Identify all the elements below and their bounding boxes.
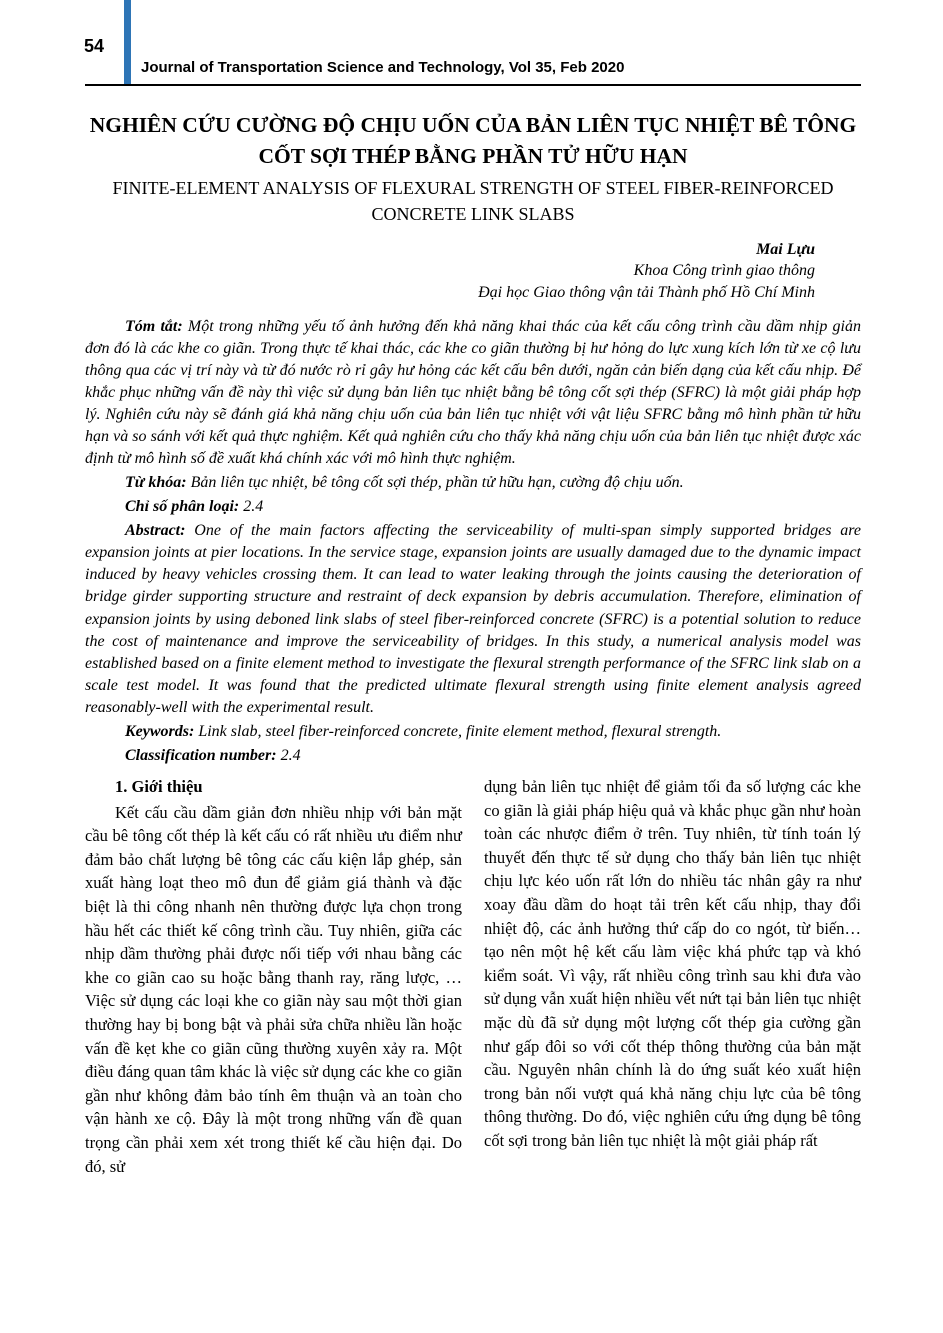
journal-title: Journal of Transportation Science and Technology, Vol 35, Feb 2020	[141, 59, 625, 76]
paper-title-english: FINITE-ELEMENT ANALYSIS OF FLEXURAL STRENGTH OF STEEL FIBER-REINFORCED CONCRETE LINK SLABS	[112, 178, 834, 224]
left-column	[85, 775, 462, 1178]
keywords-en-text: Link slab, steel fiber-reinforced concrete, finite element method, flexural strength.	[194, 722, 722, 740]
abstract-en-label: Abstract:	[125, 522, 186, 540]
keywords-vietnamese	[85, 472, 861, 494]
keywords-vi-label: Từ khóa:	[125, 474, 187, 492]
abstract-english	[85, 520, 861, 719]
author-affiliation-2: Đại học Giao thông vận tải Thành phố Hồ Chí Minh	[478, 283, 815, 301]
author-name: Mai Lựu	[756, 240, 815, 258]
header-rule	[85, 84, 861, 86]
keywords-vi-text: Bản liên tục nhiệt, bê tông cốt sợi thép, phần tử hữu hạn, cường độ chịu uốn.	[186, 474, 684, 492]
classification-en-value: 2.4	[276, 746, 301, 764]
section-1-heading: 1. Giới thiệu	[115, 777, 203, 797]
section-1-right-text: dụng bản liên tục nhiệt để giảm tối đa số lượng các khe co giãn là giải pháp hiệu quả và khắc phục gần như hoàn toàn các nhược điểm ở trên. Tuy nhiên, từ tính toán lý thuyết đến thực tế sử dụng cho thấy bản liên tục nhiệt chịu lực kéo uốn rất lớn do nhiều tác nhân gây ra như xoay đầu dầm do hoạt tải trên kết cấu nhịp, thay đổi nhiệt độ, các ảnh hưởng thứ cấp do co ngót, từ biến… tạo nên một hệ kết cấu làm việc khá phức tạp và khó kiểm soát. Vì vậy, rất nhiều công trình sau khi đưa vào sử dụng vẫn xuất hiện nhiều vết nứt tại bản liên tục nhiệt mặc dù đã sử dụng một lượng cốt thép gia cường gần như gấp đôi so với cốt thép thông thường của bản mặt cầu. Nguyên nhân chính là do ứng suất kéo xuất hiện trong bản nối vượt quá khả năng chịu lực của bê tông thông thường. Do đó, việc nghiên cứu ứng dụng bê tông cốt sợi trong bản liên tục nhiệt là một giải pháp rất	[484, 777, 861, 1150]
paper-content	[85, 104, 861, 1178]
abstract-vi-text: Một trong những yếu tố ảnh hưởng đến khả năng khai thác của kết cấu công trình cầu dầm nhịp giản đơn đó là các khe co giãn. Trong thực tế khai thác, các khe co giãn thường bị hư hỏng do lực xung kích lớn từ xe cộ lưu thông qua các vị trí này và từ đó nước rò rỉ gây hư hỏng các kết cấu bên dưới, ngăn cản biến dạng của kết cấu nhịp. Để khắc phục những vấn đề này thì việc sử dụng bản liên tục nhiệt bằng bê tông cốt sợi thép (SFRC) là một giải pháp hợp lý. Nghiên cứu này sẽ đánh giá khả năng chịu uốn của bản liên tục nhiệt với vật liệu SFRC bằng mô hình phần tử hữu hạn và so sánh với kết quả thực nghiệm. Kết quả nghiên cứu cho thấy khả năng chịu uốn của bản liên tục nhiệt được xác định từ mô hình số đề xuất khá chính xác với mô hình thực nghiệm.	[85, 317, 861, 467]
keywords-english	[85, 721, 861, 743]
abstract-en-text: One of the main factors affecting the serviceability of multi-span simply supported bridges are expansion joints at pier locations. In the service stage, expansion joints are usually damaged due to the dynamic impact induced by heavy vehicles crossing them. It can lead to water leaking through the joints causing the deterioration of bridge girder supporting structure and restraint of deck expansion by debris accumulation. Therefore, elimination of expansion joints by using deboned link slabs of steel fiber-reinforced concrete (SFRC) is a potential solution to reduce the cost of maintenance and improve the serviceability of bridges. In this study, a numerical analysis model was established based on a finite element method to investigate the flexural strength performance of the SFRC link slab on a scale test model. It was found that the predicted ultimate flexural strength using finite element analysis agreed reasonably-well with the experimental result.	[85, 522, 861, 716]
paper-title-vietnamese: NGHIÊN CỨU CƯỜNG ĐỘ CHỊU UỐN CỦA BẢN LIÊN TỤC NHIỆT BÊ TÔNG CỐT SỢI THÉP BẰNG PHẦN TỬ HỮU HẠN	[89, 113, 857, 169]
two-column-section	[85, 775, 861, 1178]
header-accent-bar	[124, 0, 131, 85]
author-block	[85, 239, 861, 304]
abstract-vi-label: Tóm tắt:	[125, 317, 183, 335]
classification-vi-value: 2.4	[239, 498, 264, 516]
classification-vi-label: Chỉ số phân loại:	[125, 498, 240, 516]
classification-en-label: Classification number:	[125, 746, 277, 764]
keywords-en-label: Keywords:	[125, 722, 195, 740]
classification-vietnamese	[85, 496, 861, 518]
page-number: 54	[84, 36, 105, 56]
section-1-left-text: Kết cấu cầu dầm giản đơn nhiều nhịp với bản mặt cầu bê tông cốt thép là kết cấu có rất nhiều ưu điểm như đảm bảo chất lượng bê tông các cấu kiện lắp ghép, sản xuất hàng loạt theo mô đun để giảm giá thành và đặc biệt là thi công nhanh nên thường được lựa chọn trong hầu hết các thiết kế công trình cầu. Tuy nhiên, giữa các nhịp dầm thường phải được nối tiếp với nhau bằng các khe co giãn cao su hoặc bằng thanh ray, răng lược, … Việc sử dụng các loại khe co giãn này sau một thời gian thường hay bị bong bật và phải sửa chữa nhiều lần hoặc vấn đề kẹt khe co giãn cũng thường xuyên xảy ra. Một điều đáng quan tâm khác là việc sử dụng các khe co giãn gần như không đảm bảo tính êm thuận và an toàn cho vận hành xe cộ. Đây là một trong những vấn đề quan trọng cần phải xem xét trong thiết kế cầu hiện đại. Do đó, sử	[85, 802, 462, 1176]
right-column	[484, 775, 861, 1178]
classification-english	[85, 745, 861, 767]
author-affiliation-1: Khoa Công trình giao thông	[633, 262, 815, 280]
abstract-vietnamese	[85, 316, 861, 471]
